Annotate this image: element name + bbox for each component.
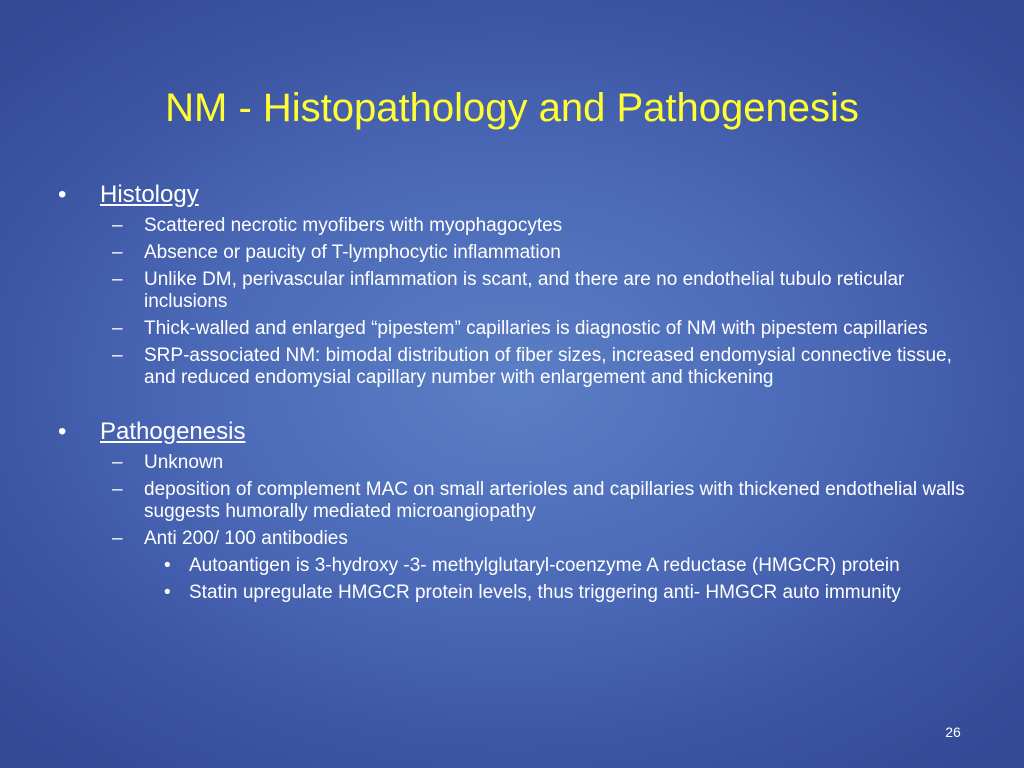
- section-pathogenesis: [56, 417, 976, 604]
- section-heading: Pathogenesis: [100, 418, 246, 445]
- list-item: [56, 318, 976, 340]
- section-heading: Histology: [100, 181, 199, 208]
- dash-icon: –: [112, 452, 123, 473]
- bullet-histology: [56, 180, 976, 210]
- page-number: 26: [945, 724, 961, 740]
- sub-list-item: [56, 582, 976, 604]
- list-item-text: deposition of complement MAC on small arterioles and capillaries with thickened endothelial walls suggests humorally mediated microangiopathy: [144, 479, 965, 522]
- bullet-icon: •: [164, 582, 171, 603]
- dash-icon: –: [112, 345, 123, 366]
- section-histology: [56, 180, 976, 389]
- bullet-icon: •: [164, 555, 171, 576]
- list-item-text: Absence or paucity of T-lymphocytic inflammation: [144, 242, 561, 263]
- sub-list-item-text: Autoantigen is 3-hydroxy -3- methylglutaryl-coenzyme A reductase (HMGCR) protein: [189, 555, 900, 576]
- dash-icon: –: [112, 269, 123, 290]
- list-item: [56, 452, 976, 474]
- list-item: [56, 215, 976, 237]
- list-item-text: Unlike DM, perivascular inflammation is scant, and there are no endothelial tubulo reticular inclusions: [144, 269, 905, 312]
- slide-content: [56, 180, 976, 604]
- list-item: [56, 242, 976, 264]
- dash-icon: –: [112, 318, 123, 339]
- bullet-pathogenesis: [56, 417, 976, 447]
- dash-icon: –: [112, 528, 123, 549]
- dash-icon: –: [112, 479, 123, 500]
- dash-icon: –: [112, 215, 123, 236]
- list-item-text: Thick-walled and enlarged “pipestem” capillaries is diagnostic of NM with pipestem capillaries: [144, 318, 928, 339]
- bullet-icon: •: [58, 418, 67, 445]
- histology-list: [56, 215, 976, 389]
- slide-title: NM - Histopathology and Pathogenesis: [165, 86, 859, 130]
- bullet-icon: •: [58, 181, 67, 208]
- list-item: [56, 269, 976, 313]
- list-item-text: SRP-associated NM: bimodal distribution of fiber sizes, increased endomysial connective tissue, and reduced endomysial capillary number with enlargement and thickening: [144, 345, 952, 388]
- pathogenesis-list: [56, 452, 976, 604]
- dash-icon: –: [112, 242, 123, 263]
- list-item: [56, 479, 976, 523]
- list-item: [56, 345, 976, 389]
- sub-list-item-text: Statin upregulate HMGCR protein levels, thus triggering anti- HMGCR auto immunity: [189, 582, 901, 603]
- list-item-text: Anti 200/ 100 antibodies: [144, 528, 348, 549]
- list-item: [56, 528, 976, 550]
- sub-list-item: [56, 555, 976, 577]
- list-item-text: Unknown: [144, 452, 224, 473]
- list-item-text: Scattered necrotic myofibers with myophagocytes: [144, 215, 563, 236]
